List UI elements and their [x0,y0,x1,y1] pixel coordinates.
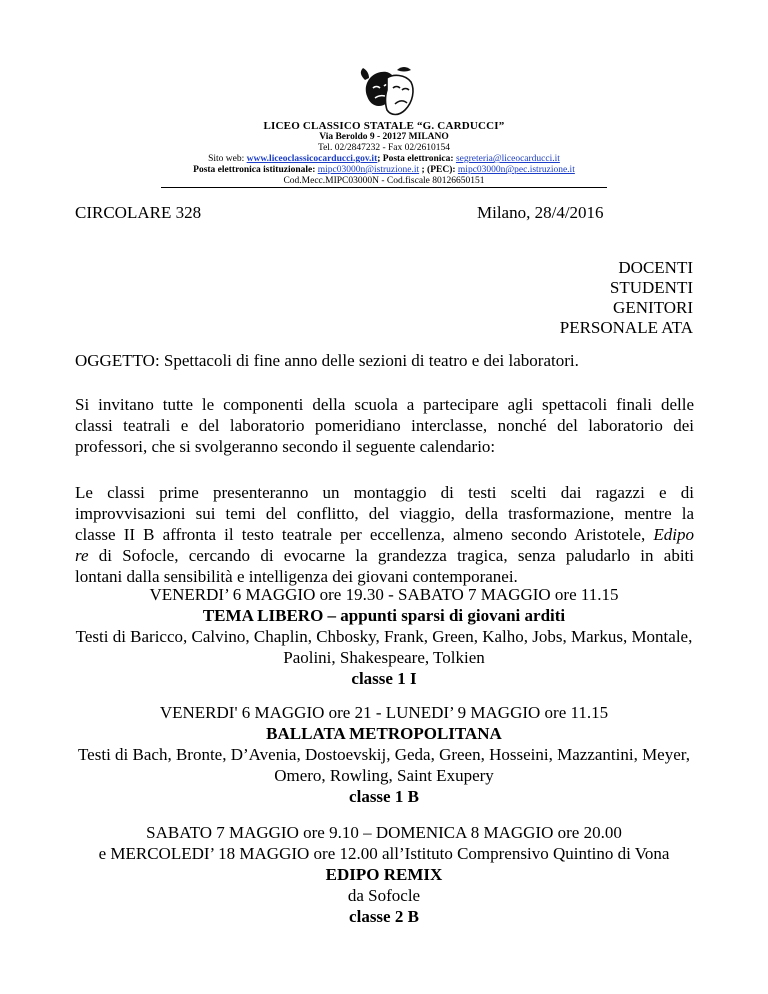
invitation-paragraph [75,394,694,457]
circular-date: Milano, 28/4/2016 [477,203,604,222]
event-block [0,584,768,689]
event-class: classe 1 B [349,787,419,806]
event-block [0,822,768,927]
website-link[interactable]: www.liceoclassicocarducci.gov.it [246,154,378,164]
circular-number: CIRCOLARE 328 [75,203,202,222]
event-authors: Testi di Bach, Bronte, D’Avenia, Dostoevskij, Geda, Green, Hosseini, Mazzantini, Meyer, [77,745,691,764]
line-text: classe II B affronta il testo teatrale per eccellenza, almeno secondo Aristotele, [75,525,646,544]
event-source: da Sofocle [347,886,421,905]
event-class: classe 2 B [349,907,419,926]
event-schedule: VENERDI' 6 MAGGIO ore 21 - LUNEDI’ 9 MAGGIO ore 11.15 [159,703,609,722]
recipient: PERSONALE ATA [559,318,693,337]
recipient: GENITORI [613,298,693,317]
paragraph-line: lontani dalla sensibilità e intelligenza dei giovani contemporanei. [75,567,518,586]
school-name: LICEO CLASSICO STATALE “G. CARDUCCI” [263,120,505,132]
recipient: DOCENTI [618,258,693,277]
event-schedule: SABATO 7 MAGGIO ore 9.10 – DOMENICA 8 MAGGIO ore 20.00 [146,823,622,842]
web-label: Sito web: [208,154,245,164]
school-pec-line [0,165,768,175]
institutional-email-link[interactable]: mipc03000n@istruzione.it [317,165,420,175]
event-title: EDIPO REMIX [325,865,443,884]
subject-line: OGGETTO: Spettacoli di fine anno delle sezioni di teatro e dei laboratori. [75,351,579,370]
paragraph-line: professori, che si svolgeranno secondo il seguente calendario: [75,437,496,456]
theatre-masks-logo [357,66,419,120]
event-authors: Paolini, Shakespeare, Tolkien [283,648,485,667]
paragraph-line: Le classi prime presenteranno un montaggio di testi scelti dai ragazzi e di [75,483,694,502]
event-title: BALLATA METROPOLITANA [266,724,502,743]
event-authors: Omero, Rowling, Saint Exupery [274,766,494,785]
event-schedule: e MERCOLEDI’ 18 MAGGIO ore 12.00 all’Istituto Comprensivo Quintino di Vona [98,844,670,863]
school-codes: Cod.Mecc.MIPC03000N - Cod.fiscale 80126650151 [283,176,485,186]
school-web-line [0,154,768,164]
pec-label: ; (PEC): [421,165,456,175]
event-title: TEMA LIBERO – appunti sparsi di giovani arditi [202,606,566,625]
email-link[interactable]: segreteria@liceocarducci.it [455,154,560,164]
description-paragraph [75,482,694,587]
event-class: classe 1 I [351,669,417,688]
recipient: STUDENTI [609,278,693,297]
pec-inst-label: Posta elettronica istituzionale: [193,165,316,175]
email-label: ; Posta elettronica: [377,154,454,164]
paragraph-line: Si invitano tutte le componenti della scuola a partecipare agli spettacoli finali delle [75,395,694,414]
recipients-list [430,258,693,338]
school-address: Via Beroldo 9 - 20127 MILANO [319,132,449,142]
work-title-italic: Edipo [653,525,695,544]
school-phone: Tel. 02/2847232 - Fax 02/2610154 [317,143,451,153]
pec-email-link[interactable]: mipc03000n@pec.istruzione.it [457,165,575,175]
event-schedule: VENERDI’ 6 MAGGIO ore 19.30 - SABATO 7 MAGGIO ore 11.15 [149,585,619,604]
work-title-italic: re [75,546,89,565]
paragraph-line: classi teatrali e del laboratorio pomeridiano interclasse, nonché del laboratorio dei [75,416,694,435]
paragraph-line [75,545,694,566]
paragraph-line: improvvisazioni sui temi del conflitto, del viaggio, della trasformazione, mentre la [75,504,694,523]
event-authors: Testi di Baricco, Calvino, Chaplin, Chbosky, Frank, Green, Kalho, Jobs, Markus, Montale, [75,627,693,646]
event-block [0,702,768,807]
paragraph-line [75,524,694,545]
line-text: di Sofocle, cercando di evocarne la grandezza tragica, senza paludarlo in abiti [98,546,694,565]
letterhead-divider [161,187,607,188]
